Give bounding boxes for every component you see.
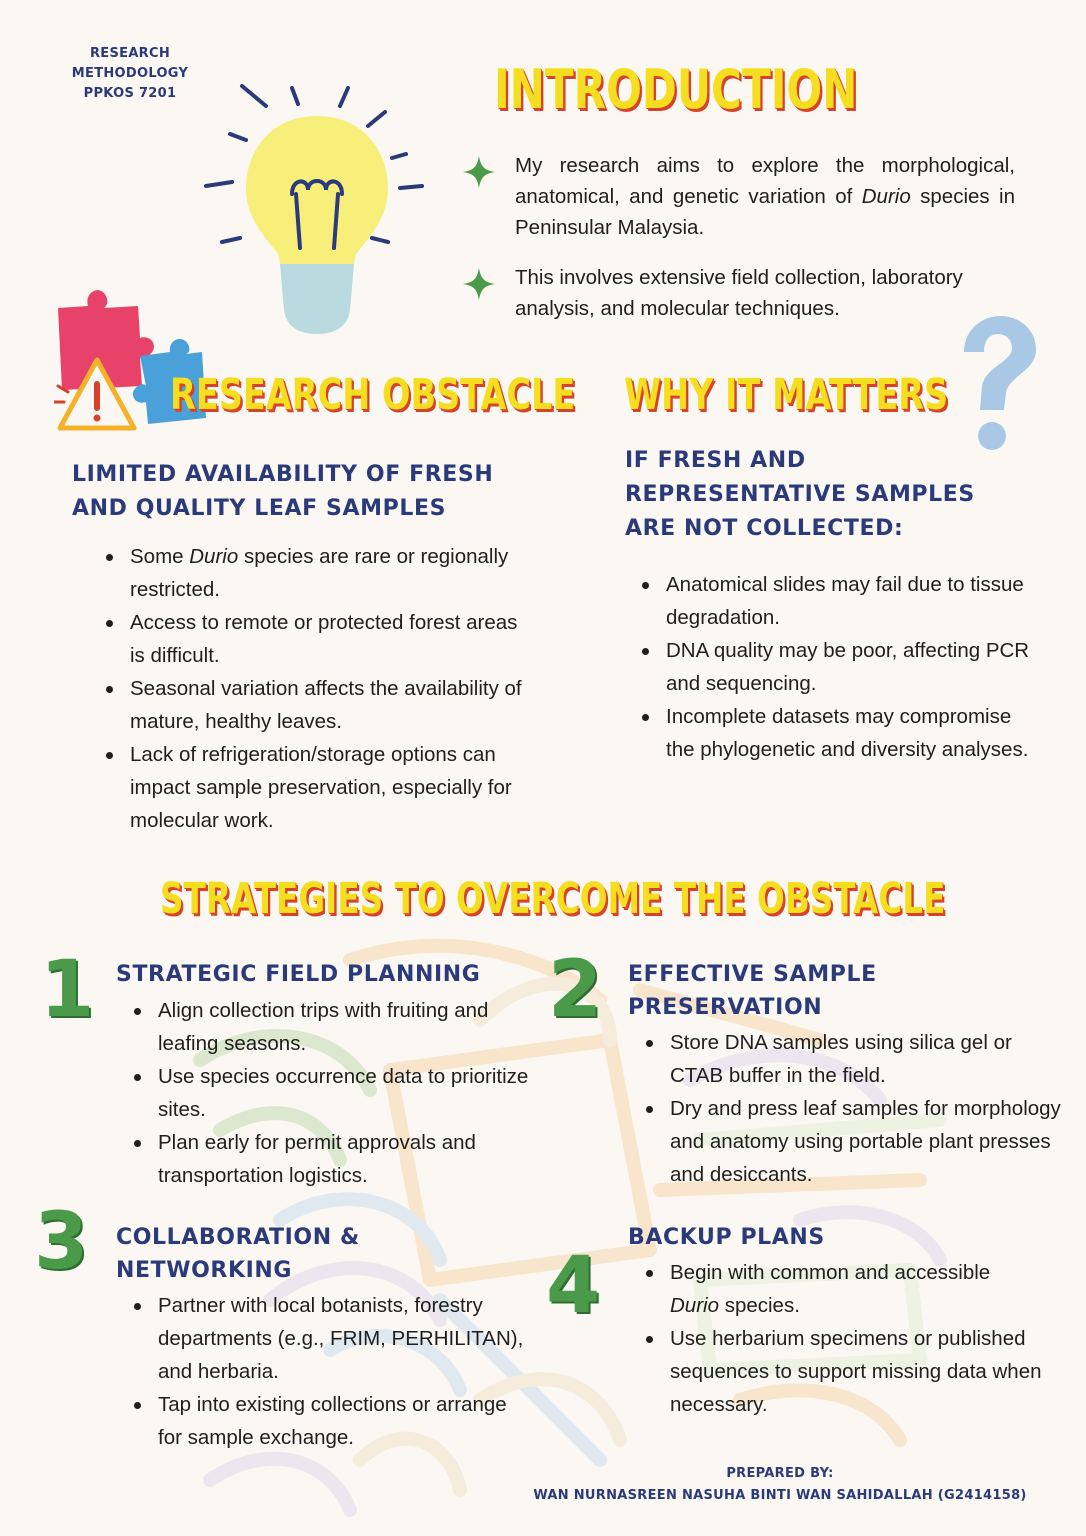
course-name: RESEARCH METHODOLOGY — [71, 46, 189, 81]
prepared-by — [520, 1463, 1040, 1507]
why-it-matters-title: WHY IT MATTERS — [624, 370, 949, 420]
list-item: Begin with common and accessible Durio species. — [644, 1256, 1044, 1322]
strategy-number-2: 2 — [548, 945, 603, 1035]
list-item: DNA quality may be poor, affecting PCR and sequencing. — [640, 634, 1040, 700]
author-name: WAN NURNASREEN NASUHA BINTI WAN SAHIDALLAH (G2414158) — [533, 1488, 1027, 1503]
research-obstacle-title: RESEARCH OBSTACLE — [170, 370, 576, 420]
list-item: Some Durio species are rare or regionally restricted. — [104, 540, 534, 606]
list-item: Access to remote or protected forest areas is difficult. — [104, 606, 534, 672]
list-item: Dry and press leaf samples for morphology and anatomy using portable plant presses and desiccants. — [644, 1092, 1064, 1191]
list-item: Anatomical slides may fail due to tissue degradation. — [640, 568, 1040, 634]
sparkle-icon — [462, 267, 496, 301]
strategy-3-heading: COLLABORATION & NETWORKING — [116, 1225, 360, 1283]
list-item: Use herbarium specimens or published sequences to support missing data when necessary. — [644, 1322, 1044, 1421]
list-item: Lack of refrigeration/storage options can impact sample preservation, especially for molecular work. — [104, 738, 534, 837]
lightbulb-icon — [200, 78, 435, 338]
list-item: Tap into existing collections or arrange for sample exchange. — [132, 1388, 532, 1454]
strategy-number-1: 1 — [40, 945, 95, 1035]
list-item: Align collection trips with fruiting and leafing seasons. — [132, 994, 532, 1060]
obstacle-list — [104, 540, 534, 837]
course-code: PPKOS 7201 — [83, 86, 177, 101]
strategy-2-list — [644, 1026, 1064, 1191]
strategy-number-3: 3 — [34, 1197, 89, 1287]
list-item: Partner with local botanists, forestry departments (e.g., FRIM, PERHILITAN), and herbaria. — [132, 1289, 532, 1388]
strategy-3-list — [132, 1289, 532, 1454]
intro-point-1: My research aims to explore the morphological, anatomical, and genetic variation of Durio species in Peninsular Malaysia. — [515, 154, 1015, 239]
list-item: Use species occurrence data to prioritize sites. — [132, 1060, 532, 1126]
warning-icon — [54, 352, 140, 436]
strategy-number-4: 4 — [546, 1241, 601, 1331]
why-subheading: IF FRESH AND REPRESENTATIVE SAMPLES ARE NOT COLLECTED: — [625, 448, 975, 541]
list-item: Seasonal variation affects the availability of mature, healthy leaves. — [104, 672, 534, 738]
strategy-1-list — [132, 994, 532, 1192]
list-item: Store DNA samples using silica gel or CTAB buffer in the field. — [644, 1026, 1064, 1092]
sparkle-icon — [462, 155, 496, 189]
introduction-title: INTRODUCTION — [494, 58, 858, 121]
prepared-by-label: PREPARED BY: — [726, 1466, 834, 1481]
question-mark-icon — [950, 312, 1040, 457]
strategy-4-heading: BACKUP PLANS — [628, 1225, 825, 1250]
strategy-4-list — [644, 1256, 1044, 1421]
list-item: Incomplete datasets may compromise the phylogenetic and diversity analyses. — [640, 700, 1040, 766]
why-list — [640, 568, 1040, 766]
strategy-2-heading: EFFECTIVE SAMPLE PRESERVATION — [628, 962, 877, 1020]
strategies-title: STRATEGIES TO OVERCOME THE OBSTACLE — [160, 874, 946, 924]
strategy-1-heading: STRATEGIC FIELD PLANNING — [116, 962, 481, 987]
intro-point-2: This involves extensive field collection, laboratory analysis, and molecular techniques. — [515, 266, 963, 320]
obstacle-subheading: LIMITED AVAILABILITY OF FRESH AND QUALITY LEAF SAMPLES — [72, 462, 494, 521]
list-item: Plan early for permit approvals and transportation logistics. — [132, 1126, 532, 1192]
